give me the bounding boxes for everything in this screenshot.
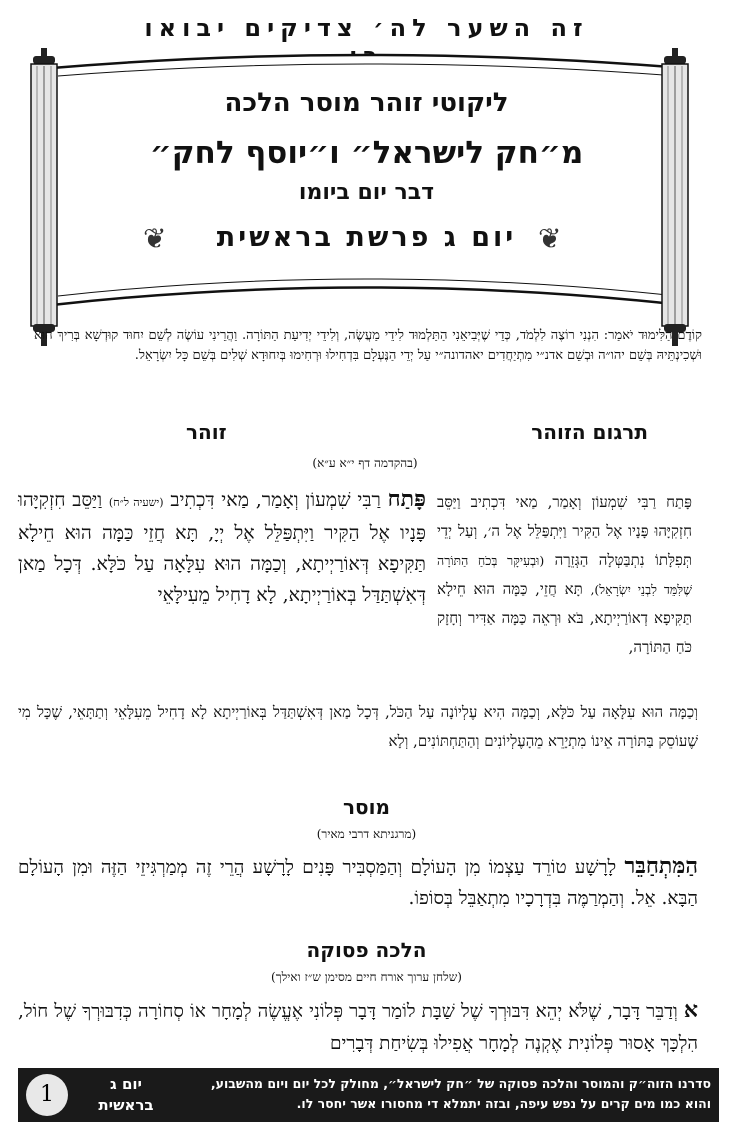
zohar-original-rest: וַיַּסֵּב חִזְקִיָּהוּ פָּנָיו אֶל הַקִּיר וַיִּתְפַּלֵּל אֶל יְיָ, תָּא חֲזֵי כַּמָּה הוּא חֵילָא תַּקִּיפָא דְּאוֹרַיְיתָא, וְכַמָּה הוּא עִלָּאָה עַל כֹּלָּא. דְּכָל מַאן דְּאִשְׁתַּדַּל בְּאוֹרַיְיתָא, לָא דָחִיל מֵעִילָּאֵי <box>18 489 426 606</box>
mussar-source: (מרגניתא דרבי מאיר) <box>316 827 417 841</box>
zohar-heading: זוהר <box>186 420 227 444</box>
translation-end: תָּא חֲזֵי, כַּמָּה הוּא חֵילָא תַּקִּיפָא דְאוֹרַיְיתָא, בֹּא וּרְאֵה כַּמָּה אַדִּיר וְחָזָק כֹּחַ הַתּוֹרָה, <box>437 580 692 656</box>
footer-description: סדרנו הזוה״ק והמוסר והלכה פסוקה של ״חק לישראל״, מחולק לכל יום ויום מהשבוע, והוא כמו מים קרים על נפש עיפה, ובזה יתמלא די מחסורו אשר יחסר לו. <box>210 1076 711 1111</box>
banner-title-line-3: דבר יום ביומו <box>298 180 435 205</box>
zohar-translation-column <box>437 488 692 662</box>
mussar-text: לָרָשָׁע טוֹרֵד עַצְמוֹ מִן הָעוֹלָם וְהַמַּסְבִּיר פָּנִים לָרָשָׁע הֲרֵי זֶה מְמַרְגִּיזֵי הַזֶּה וּמִן הָעוֹלָם הַבָּא. אֵל. וְהַמְרַמֶּה בִּדְרָכָיו מִתְאַבֵּל בְּסוֹפוֹ. <box>18 857 698 909</box>
mussar-lead-word: הַמִּתְחַבֵּר <box>624 853 698 879</box>
leaf-ornament-icon: ❦ <box>538 222 562 255</box>
zohar-source: (בהקדמה דף י״א ע״א) <box>312 456 418 470</box>
footer-day-label <box>76 1074 176 1116</box>
mussar-text-block <box>18 851 698 914</box>
zohar-translation-heading: תרגום הזוהר <box>531 420 648 444</box>
footer-day-line-1: יום ג <box>110 1075 142 1093</box>
leaf-ornament-icon: ❦ <box>143 222 167 255</box>
right-scroll-roller <box>662 48 688 346</box>
opening-prayer: קוֹדֶם הַלִּימוּד יֹאמַר: הִנְנִי רוֹצֶה לִלְמֹד, כְּדֵי שֶׁיְּבִיאֵנִי הַתַּלְמוּד לִידֵי מַעֲשֶׂה, וְלִידֵי יְדִיעַת הַתּוֹרָה. וַהֲרֵינִי עוֹשֶׂה לְשֵׁם יִחוּד קוּדְשָׁא בְּרִיךְ הוּא וּשְׁכִינְתֵּיהּ בְּשֵׁם יהו״ה וּבְשֵׁם אדנ״י מִתְיַחֲדִים יאהדונה״י עַל יְדֵי הַנֶּעְלָם בִּדְחִילוּ וּרְחִימוּ בְּיִחוּדָא שְׁלִים בְּשֵׁם כָּל יִשְׂרָאֵל. <box>34 328 702 363</box>
halacha-text: וְדַבֵּר דָּבָר, שֶׁלֹּא יְהֵא דִּבּוּרְךָ שֶׁל שַׁבָּת לוֹמַר דָּבָר פְּלוֹנִי אֶעֱשֶׂה לְמָחָר אוֹ סְחוֹרָה כְּדִבּוּרְךָ שֶׁל חוֹל, הִלְכָּךְ אָסוּר פְּלוֹנִית אֶקְנֶה לְמָחָר אֲפִילוּ בְּשִׂיחַת דְּבָרִים <box>18 1001 698 1054</box>
left-scroll-roller <box>31 48 57 346</box>
top-verse: זה השער לה׳ צדיקים יבואו <box>144 14 589 42</box>
footer-bar <box>18 1068 719 1122</box>
zohar-original-column <box>18 484 426 611</box>
footer-day-line-2: בראשית <box>98 1096 154 1114</box>
translation-note: (וּבְעִיקָּר בְּכֹחַ הַתּוֹרָה שֶׁלִּמֵּד לִבְנֵי יִשְׂרָאֵל), <box>437 553 692 597</box>
zohar-original-text: רַבִּי שִׁמְעוֹן וְאָמַר, מַאי דִּכְתִיב <box>170 489 381 511</box>
page-number: 1 <box>26 1074 68 1116</box>
halacha-text-block <box>18 994 698 1060</box>
halacha-lead-letter: א <box>683 997 698 1023</box>
zohar-verse-reference: (ישעיה ל״ח) <box>108 496 164 509</box>
halacha-heading: הלכה פסוקה <box>306 938 427 962</box>
zohar-continuation: וְכַמָּה הוּא עִלָּאָה עַל כֹּלָּא, וְכַמָּה הִיא עֶלְיוֹנָה עַל הַכֹּל, דְּכָל מַאן דְּאִשְׁתַּדַּל בְּאוֹרַיְיתָא לָא דָחִיל מֵעִלָּאֵי וְתַתָּאֵי, שֶׁכָּל מִי שֶׁעוֹסֵק בַּתּוֹרָה אֵינוֹ מִתְיָרֵא מֵהָעֶלְיוֹנִים וְהַתַּחְתּוֹנִים, וְלָא <box>18 703 698 750</box>
halacha-source: (שלחן ערוך אורח חיים מסימן ש״ז ואילך) <box>271 970 462 984</box>
mussar-heading: מוסר <box>343 795 390 819</box>
banner-title-line-2: מ״חק לישראל״ ו״יוסף לחק״ <box>149 135 584 171</box>
translation-main: פָּתַח רַבִּי שִׁמְעוֹן וְאָמַר, מַאי דִּכְתִיב וַיַּסֵּב חִזְקִיָּהוּ פָּנָיו אֶל הַקִּיר וַיִּתְפַּלֵּל אֶל ה׳, וְעַל יְדֵי תְּפִלָּתוֹ נִתְבַּטְּלָה הַגְּזֵרָה <box>437 493 692 569</box>
banner-title-line-1: ליקוטי זוהר מוסר הלכה <box>224 88 509 118</box>
zohar-lead-word: פָּתַח <box>387 486 426 512</box>
banner-day-parasha: יום ג פרשת בראשית <box>216 222 517 253</box>
